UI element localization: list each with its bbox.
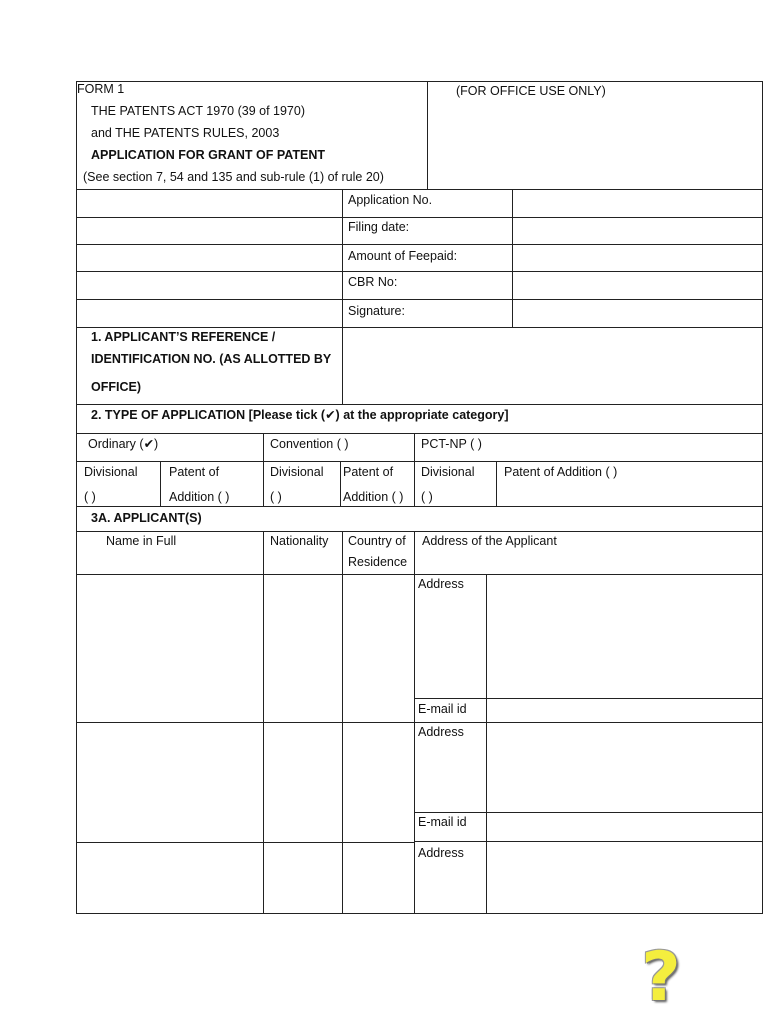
help-question-icon[interactable]: ? (641, 938, 681, 1017)
col-country-of-residence-2: Residence (348, 555, 408, 569)
col-address-of-applicant: Address of the Applicant (422, 534, 557, 548)
section-reference: (See section 7, 54 and 135 and sub-rule (1) of rule 20) (83, 170, 384, 184)
amount-fee-label: Amount of Feepaid: (348, 249, 458, 263)
form-number: FORM 1 (77, 82, 125, 96)
addition-option-1[interactable]: Patent of (169, 465, 220, 479)
applicant-3-address-label: Address (418, 846, 464, 860)
form-title: APPLICATION FOR GRANT OF PATENT (91, 148, 326, 162)
applicant-2-country-field[interactable] (343, 723, 413, 841)
applicant-1-email-field[interactable] (487, 699, 762, 721)
applicant-2-email-field[interactable] (487, 813, 762, 840)
applicant-reference-label: 1. APPLICANT’S REFERENCE / (91, 330, 276, 344)
application-type-heading: 2. TYPE OF APPLICATION [Please tick (✔) at the appropriate category] (91, 408, 509, 422)
cbr-no-field[interactable] (513, 272, 762, 298)
filing-date-field[interactable] (513, 218, 762, 243)
addition-option-2-mark[interactable]: Addition ( ) (343, 490, 404, 504)
applicant-2-address-field[interactable] (487, 723, 762, 811)
applicant-reference-field[interactable] (343, 328, 762, 403)
applicant-2-address-label: Address (418, 725, 464, 739)
divisional-option-3[interactable]: Divisional (421, 465, 475, 479)
office-use-label: (FOR OFFICE USE ONLY) (456, 84, 606, 98)
addition-option-3[interactable]: Patent of Addition ( ) (504, 465, 618, 479)
applicant-1-address-field[interactable] (487, 575, 762, 697)
applicant-3-address-field[interactable] (487, 842, 762, 912)
divisional-option-1-mark[interactable]: ( ) (84, 490, 96, 504)
pct-np-option[interactable]: PCT-NP ( ) (421, 437, 482, 451)
applicant-3-name-field[interactable] (77, 843, 262, 912)
rules-title: and THE PATENTS RULES, 2003 (91, 126, 280, 140)
filing-date-label: Filing date: (348, 220, 410, 234)
applicant-3-nationality-field[interactable] (264, 843, 341, 912)
amount-fee-field[interactable] (513, 245, 762, 270)
applicant-reference-label-2: IDENTIFICATION NO. (AS ALLOTTED BY (91, 352, 332, 366)
application-no-label: Application No. (348, 193, 433, 207)
divisional-option-3-mark[interactable]: ( ) (421, 490, 433, 504)
divisional-option-2-mark[interactable]: ( ) (270, 490, 282, 504)
applicant-1-email-label: E-mail id (418, 702, 467, 716)
applicant-2-email-label: E-mail id (418, 815, 467, 829)
applicant-1-address-label: Address (418, 577, 464, 591)
convention-option[interactable]: Convention ( ) (270, 437, 349, 451)
ordinary-option[interactable]: Ordinary (✔) (88, 437, 159, 451)
divisional-option-2[interactable]: Divisional (270, 465, 324, 479)
addition-option-2[interactable]: Patent of (343, 465, 394, 479)
cbr-no-label: CBR No: (348, 275, 398, 289)
application-no-field[interactable] (513, 190, 762, 216)
applicant-reference-label-3: OFFICE) (91, 380, 141, 394)
applicant-2-name-field[interactable] (77, 723, 262, 841)
addition-option-1-mark[interactable]: Addition ( ) (169, 490, 230, 504)
applicant-1-country-field[interactable] (343, 575, 413, 721)
col-nationality: Nationality (270, 534, 329, 548)
applicant-3-country-field[interactable] (343, 843, 413, 912)
applicant-1-nationality-field[interactable] (264, 575, 341, 721)
col-name-in-full: Name in Full (106, 534, 177, 548)
signature-label: Signature: (348, 304, 405, 318)
col-country-of-residence: Country of (348, 534, 406, 548)
signature-field[interactable] (513, 300, 762, 326)
applicant-2-nationality-field[interactable] (264, 723, 341, 841)
divisional-option-1[interactable]: Divisional (84, 465, 138, 479)
applicant-1-name-field[interactable] (77, 575, 262, 721)
applicants-heading: 3A. APPLICANT(S) (91, 511, 202, 525)
act-title: THE PATENTS ACT 1970 (39 of 1970) (91, 104, 305, 118)
